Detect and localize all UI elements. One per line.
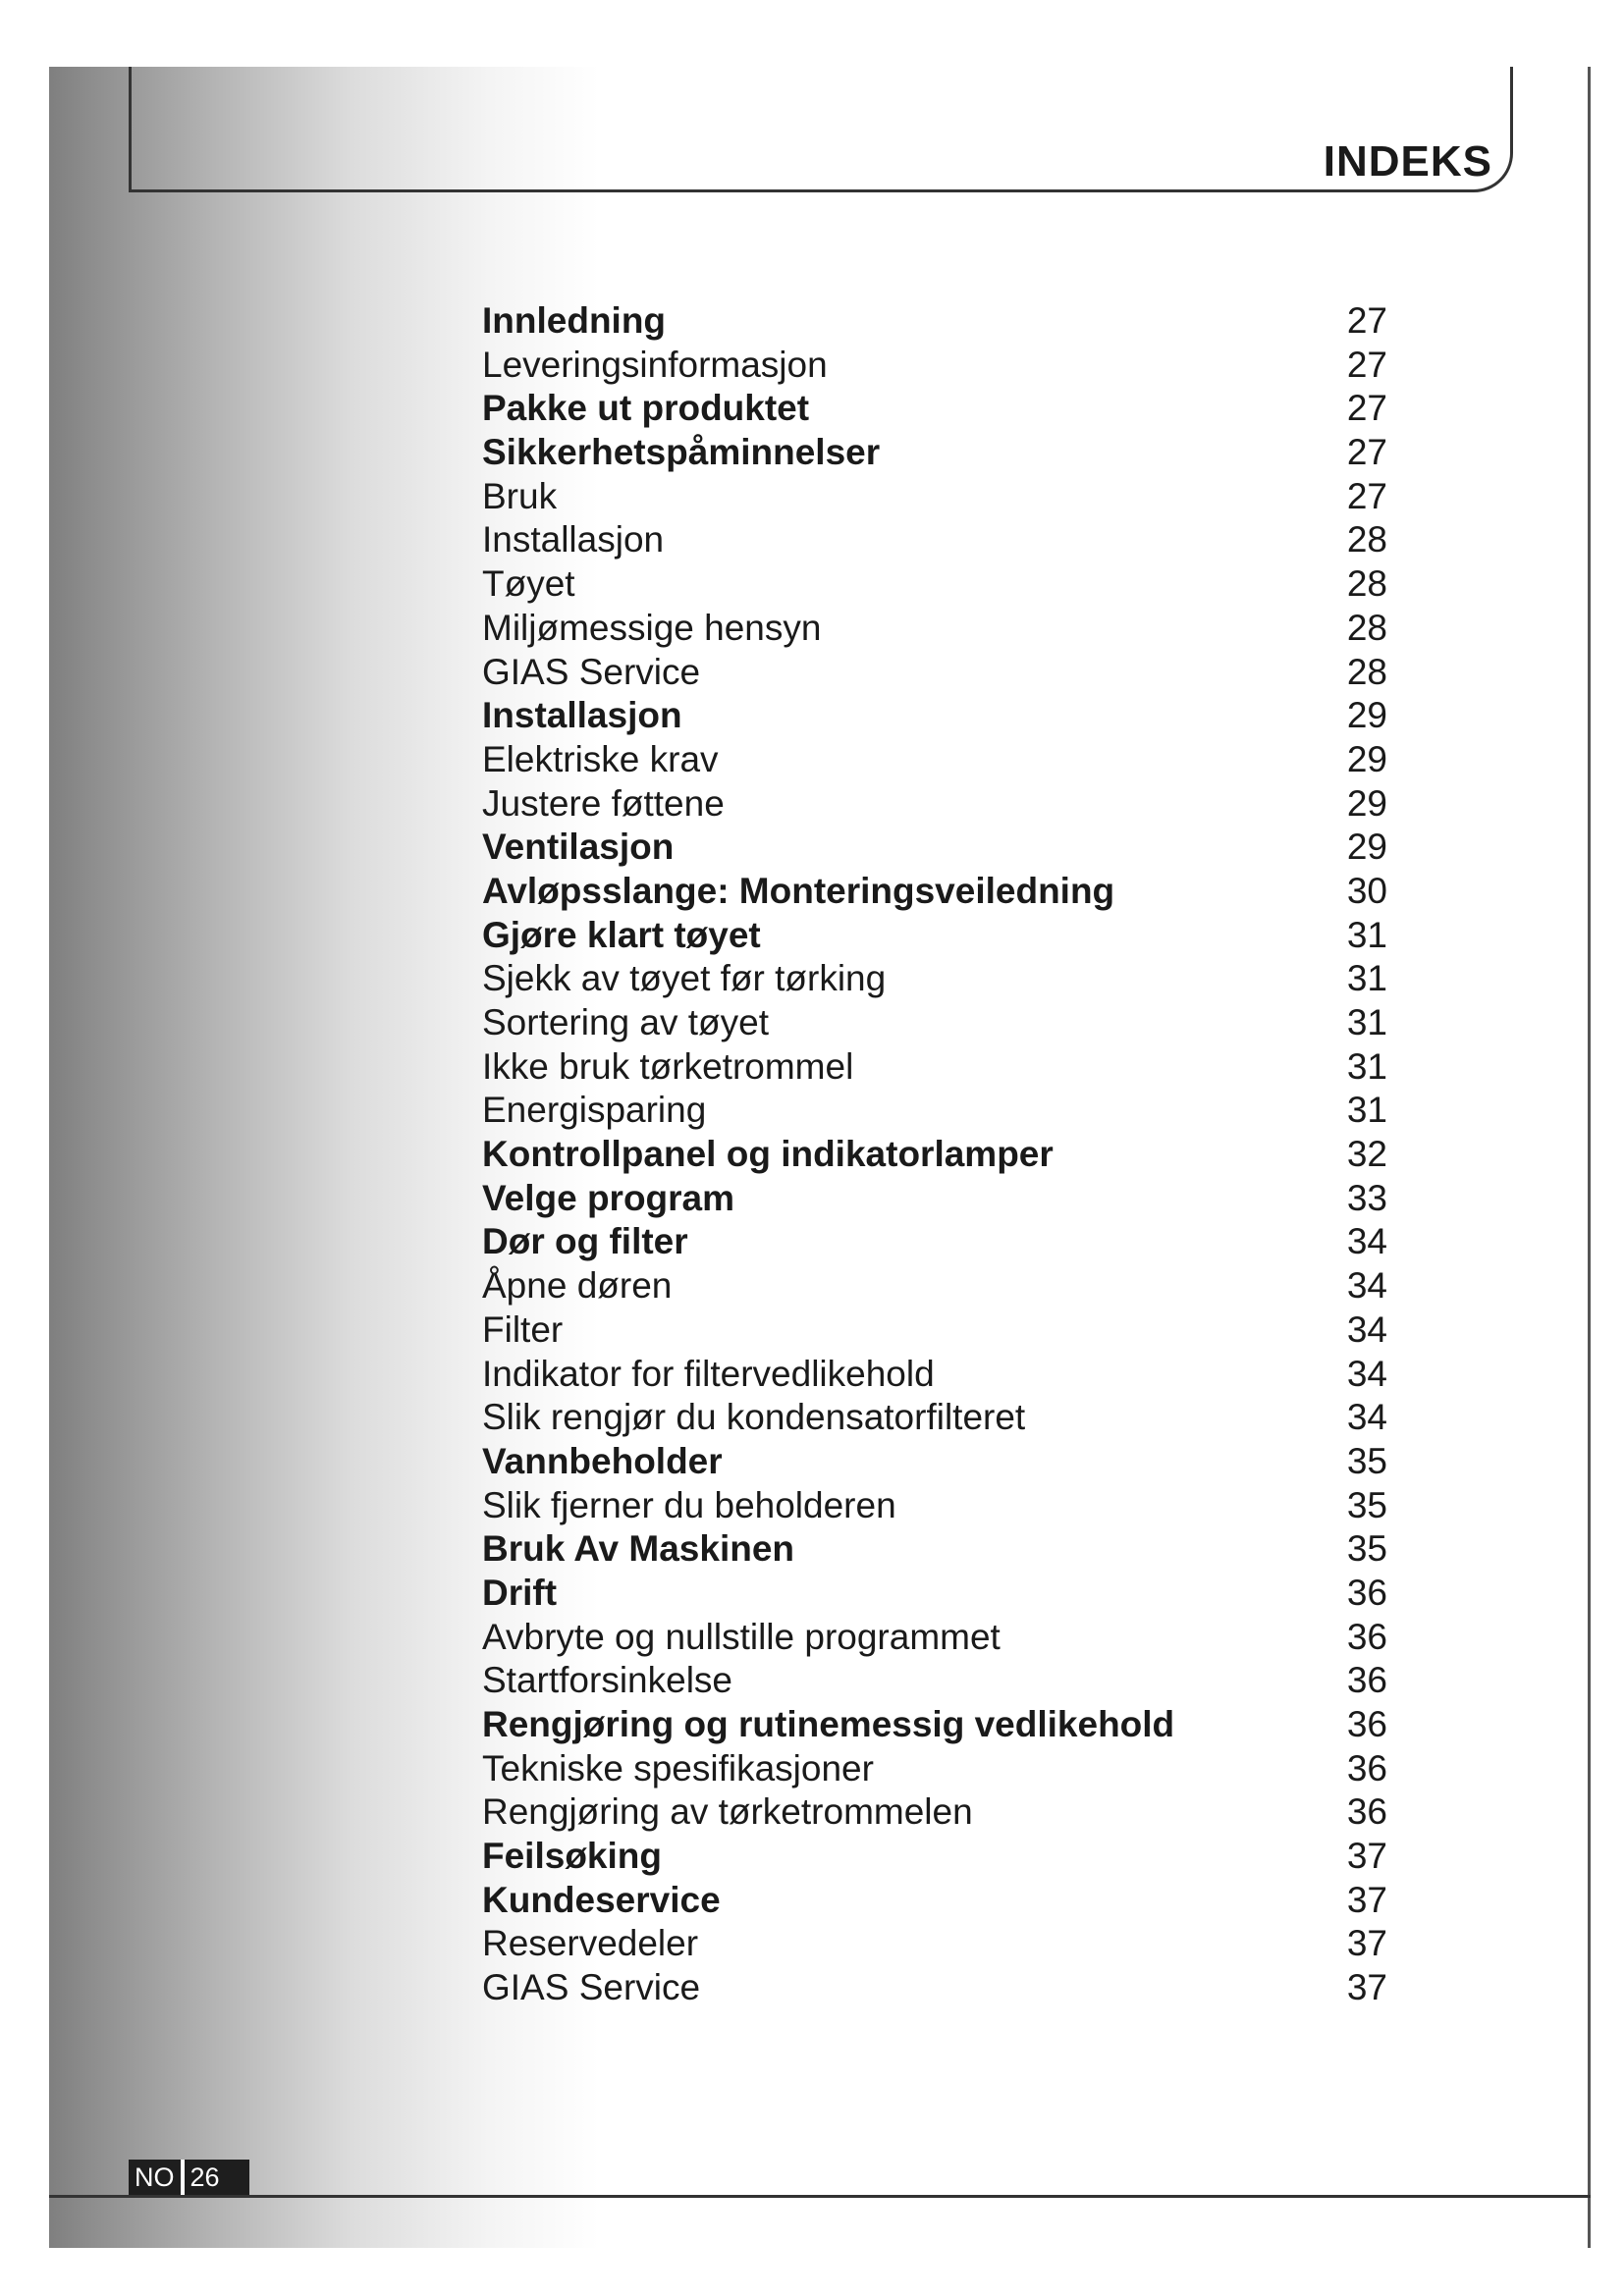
toc-entry-page: 37 bbox=[1346, 1879, 1387, 1920]
toc-section-row bbox=[482, 1177, 1387, 1221]
right-rule bbox=[1588, 67, 1591, 2248]
toc-section-row bbox=[482, 299, 1387, 344]
toc-entry-title: Avbryte og nullstille programmet bbox=[482, 1616, 1001, 1657]
toc-entry-title: Installasjon bbox=[482, 519, 665, 561]
toc-entry-title: Leveringsinformasjon bbox=[482, 344, 828, 385]
toc-entry-page: 30 bbox=[1346, 870, 1387, 911]
toc-section-row bbox=[482, 387, 1387, 431]
toc-subsection-row bbox=[482, 1308, 1387, 1353]
toc-entry-title: Drift bbox=[482, 1572, 558, 1613]
toc-subsection-row bbox=[482, 1747, 1387, 1791]
toc-section-row bbox=[482, 1527, 1387, 1572]
toc-subsection-row bbox=[482, 1790, 1387, 1835]
toc-subsection-row bbox=[482, 1264, 1387, 1308]
toc-entry-title: Startforsinkelse bbox=[482, 1660, 732, 1701]
toc-subsection-row bbox=[482, 344, 1387, 388]
toc-subsection-row bbox=[482, 738, 1387, 782]
toc-entry-page: 31 bbox=[1346, 958, 1387, 999]
toc-entry-page: 29 bbox=[1346, 782, 1387, 824]
toc-subsection-row bbox=[482, 1922, 1387, 1966]
toc-section-row bbox=[482, 826, 1387, 870]
toc-subsection-row bbox=[482, 1659, 1387, 1703]
toc-subsection-row bbox=[482, 1045, 1387, 1090]
toc-entry-title: Ikke bruk tørketrommel bbox=[482, 1045, 854, 1087]
toc-entry-title: Elektriske krav bbox=[482, 738, 719, 779]
toc-subsection-row bbox=[482, 957, 1387, 1001]
toc-entry-title: Installasjon bbox=[482, 695, 682, 736]
toc-entry-page: 28 bbox=[1346, 607, 1387, 648]
toc-entry-page: 28 bbox=[1346, 519, 1387, 561]
toc-entry-page: 28 bbox=[1346, 651, 1387, 692]
page-badge bbox=[129, 2160, 249, 2195]
toc-entry-page: 34 bbox=[1346, 1397, 1387, 1438]
toc-subsection-row bbox=[482, 1353, 1387, 1397]
toc-entry-title: Miljømessige hensyn bbox=[482, 607, 822, 648]
toc-subsection-row bbox=[482, 1616, 1387, 1660]
toc-entry-title: Indikator for filtervedlikehold bbox=[482, 1353, 935, 1394]
toc-entry-page: 31 bbox=[1346, 1045, 1387, 1087]
toc-entry-title: Gjøre klart tøyet bbox=[482, 914, 761, 955]
toc-entry-page: 34 bbox=[1346, 1353, 1387, 1394]
toc-entry-page: 36 bbox=[1346, 1791, 1387, 1833]
toc-entry-page: 27 bbox=[1346, 475, 1387, 516]
toc-subsection-row bbox=[482, 782, 1387, 827]
toc-subsection-row bbox=[482, 1089, 1387, 1133]
toc-entry-title: Ventilasjon bbox=[482, 827, 675, 868]
toc-section-row bbox=[482, 694, 1387, 738]
toc-entry-title: Reservedeler bbox=[482, 1923, 699, 1964]
toc-entry-page: 36 bbox=[1346, 1747, 1387, 1789]
toc-entry-title: Slik fjerner du beholderen bbox=[482, 1484, 896, 1525]
toc-subsection-row bbox=[482, 518, 1387, 562]
toc-section-row bbox=[482, 1572, 1387, 1616]
toc-entry-title: Bruk bbox=[482, 475, 558, 516]
toc-entry-title: Bruk Av Maskinen bbox=[482, 1528, 795, 1570]
toc-section-row bbox=[482, 1440, 1387, 1484]
page-number: 26 bbox=[185, 2160, 249, 2195]
footer-rule bbox=[49, 2195, 1591, 2198]
toc-entry-page: 31 bbox=[1346, 914, 1387, 955]
toc-entry-title: Sjekk av tøyet før tørking bbox=[482, 958, 887, 999]
toc-entry-page: 35 bbox=[1346, 1528, 1387, 1570]
toc-entry-page: 37 bbox=[1346, 1967, 1387, 2008]
toc-entry-title: Avløpsslange: Monteringsveiledning bbox=[482, 870, 1115, 911]
toc-entry-page: 29 bbox=[1346, 695, 1387, 736]
toc-entry-page: 36 bbox=[1346, 1704, 1387, 1744]
toc-entry-page: 36 bbox=[1346, 1572, 1387, 1613]
toc-section-row bbox=[482, 1220, 1387, 1264]
toc-section-row bbox=[482, 1835, 1387, 1879]
toc-entry-title: Energisparing bbox=[482, 1090, 707, 1131]
page-title: INDEKS bbox=[1323, 137, 1492, 186]
toc-entry-page: 31 bbox=[1346, 1002, 1387, 1042]
toc-entry-title: Rengjøring og rutinemessig vedlikehold bbox=[482, 1704, 1175, 1744]
toc-entry-page: 37 bbox=[1346, 1836, 1387, 1877]
toc-entry-page: 34 bbox=[1346, 1221, 1387, 1262]
toc-entry-page: 36 bbox=[1346, 1616, 1387, 1657]
toc-subsection-row bbox=[482, 1966, 1387, 2010]
toc-entry-page: 28 bbox=[1346, 563, 1387, 605]
toc-entry-page: 27 bbox=[1346, 432, 1387, 473]
toc-subsection-row bbox=[482, 475, 1387, 519]
toc-entry-title: Tøyet bbox=[482, 563, 575, 605]
language-code: NO bbox=[129, 2160, 181, 2195]
toc-subsection-row bbox=[482, 1396, 1387, 1440]
toc-entry-title: Kundeservice bbox=[482, 1879, 721, 1920]
toc-entry-page: 37 bbox=[1346, 1923, 1387, 1964]
toc-subsection-row bbox=[482, 607, 1387, 651]
toc-entry-title: Filter bbox=[482, 1308, 564, 1350]
header-frame bbox=[129, 67, 1513, 192]
toc-entry-page: 27 bbox=[1346, 300, 1387, 341]
toc-entry-title: Slik rengjør du kondensatorfilteret bbox=[482, 1397, 1026, 1438]
toc-section-row bbox=[482, 914, 1387, 958]
toc-section-row bbox=[482, 1703, 1387, 1747]
toc-entry-page: 29 bbox=[1346, 738, 1387, 779]
toc-entry-title: Vannbeholder bbox=[482, 1440, 723, 1481]
toc-entry-page: 35 bbox=[1346, 1484, 1387, 1525]
toc-entry-title: Dør og filter bbox=[482, 1221, 688, 1262]
toc-entry-title: Åpne døren bbox=[482, 1265, 673, 1307]
toc-subsection-row bbox=[482, 1001, 1387, 1045]
toc-entry-page: 34 bbox=[1346, 1265, 1387, 1307]
toc-entry-page: 32 bbox=[1346, 1134, 1387, 1175]
toc-entry-title: Feilsøking bbox=[482, 1836, 662, 1877]
table-of-contents bbox=[482, 299, 1387, 2010]
toc-entry-title: Kontrollpanel og indikatorlamper bbox=[482, 1134, 1054, 1175]
toc-entry-page: 33 bbox=[1346, 1177, 1387, 1218]
toc-entry-page: 27 bbox=[1346, 388, 1387, 429]
toc-entry-title: Velge program bbox=[482, 1177, 735, 1218]
toc-entry-page: 36 bbox=[1346, 1660, 1387, 1701]
toc-entry-page: 34 bbox=[1346, 1308, 1387, 1350]
toc-entry-page: 35 bbox=[1346, 1440, 1387, 1481]
toc-entry-title: Rengjøring av tørketrommelen bbox=[482, 1791, 973, 1833]
toc-section-row bbox=[482, 1879, 1387, 1923]
toc-entry-title: Sikkerhetspåminnelser bbox=[482, 432, 881, 473]
toc-entry-title: GIAS Service bbox=[482, 651, 701, 692]
toc-entry-page: 29 bbox=[1346, 827, 1387, 868]
toc-subsection-row bbox=[482, 1484, 1387, 1528]
toc-entry-title: GIAS Service bbox=[482, 1967, 701, 2008]
toc-entry-page: 31 bbox=[1346, 1090, 1387, 1131]
toc-entry-title: Justere føttene bbox=[482, 782, 725, 824]
toc-subsection-row bbox=[482, 651, 1387, 695]
toc-section-row bbox=[482, 1133, 1387, 1177]
toc-entry-title: Tekniske spesifikasjoner bbox=[482, 1747, 874, 1789]
toc-entry-page: 27 bbox=[1346, 344, 1387, 385]
toc-section-row bbox=[482, 870, 1387, 914]
toc-entry-title: Sortering av tøyet bbox=[482, 1002, 770, 1042]
toc-entry-title: Pakke ut produktet bbox=[482, 388, 810, 429]
toc-subsection-row bbox=[482, 562, 1387, 607]
toc-entry-title: Innledning bbox=[482, 300, 667, 341]
toc-section-row bbox=[482, 431, 1387, 475]
